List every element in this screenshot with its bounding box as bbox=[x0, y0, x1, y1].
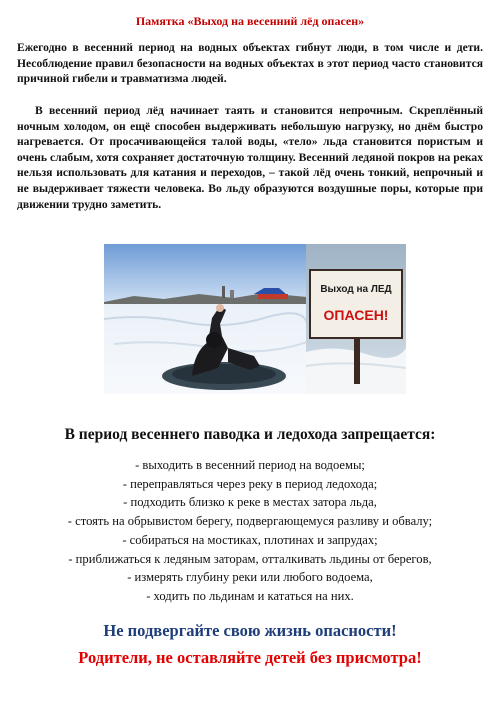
list-item: - приближаться к ледяным заторам, отталкивать льдины от берегов, bbox=[68, 551, 432, 566]
page-title: Памятка «Выход на весенний лёд опасен» bbox=[135, 14, 365, 28]
sign-text-line-1: Выход на ЛЕД bbox=[320, 284, 392, 295]
list-item: - стоять на обрывистом берегу, подвергающемуся разливу и обвалу; bbox=[67, 514, 433, 529]
list-item: - выходить в весенний период на водоемы; bbox=[135, 458, 365, 472]
list-item: - переправляться через реку в период ледохода; bbox=[122, 476, 378, 491]
warning-danger: Не подвергайте свою жизнь опасности! bbox=[103, 621, 397, 640]
ice-description-paragraph: В весенний период лёд начинает таять и становится непрочным. Скреплённый ночным холодом, он ещё способен выдерживать небольшую нагрузку, но днём быстро нагревается. От просачивающейся талой воды, «тело» льда становится пористым и очень слабым, хотя сохраняет достаточную толщину. Весенний ледяной покров на реках нельзя использовать для катания и переходов, – такой лёд очень тонкий, непрочный и не выдерживает тяжести человека. Во льду образуются воздушные поры, которые при движении трудно заметить. bbox=[17, 104, 483, 211]
intro-paragraph: Ежегодно в весенний период на водных объектах гибнут люди, в том числе и дети. Несоблюдение правил безопасности на водных объектах в этот период часто становится причиной гибели и травматизма людей. bbox=[17, 41, 483, 86]
prohibited-list bbox=[0, 456, 500, 606]
warning-parents: Родители, не оставляйте детей без присмотра! bbox=[78, 648, 422, 667]
list-item: - подходить близко к реке в местах затора льда, bbox=[123, 495, 377, 510]
photo-person-in-ice-hole bbox=[104, 244, 307, 394]
prohibited-heading: В период весеннего паводка и ледохода запрещается: bbox=[64, 426, 436, 443]
photo-warning-sign bbox=[306, 244, 406, 394]
sign-text-line-2: ОПАСЕН! bbox=[323, 307, 389, 323]
list-item: - ходить по льдинам и кататься на них. bbox=[146, 588, 354, 603]
list-item: - измерять глубину реки или любого водоема, bbox=[127, 570, 373, 585]
list-item: - собираться на мостиках, плотинах и запрудах; bbox=[122, 532, 378, 547]
